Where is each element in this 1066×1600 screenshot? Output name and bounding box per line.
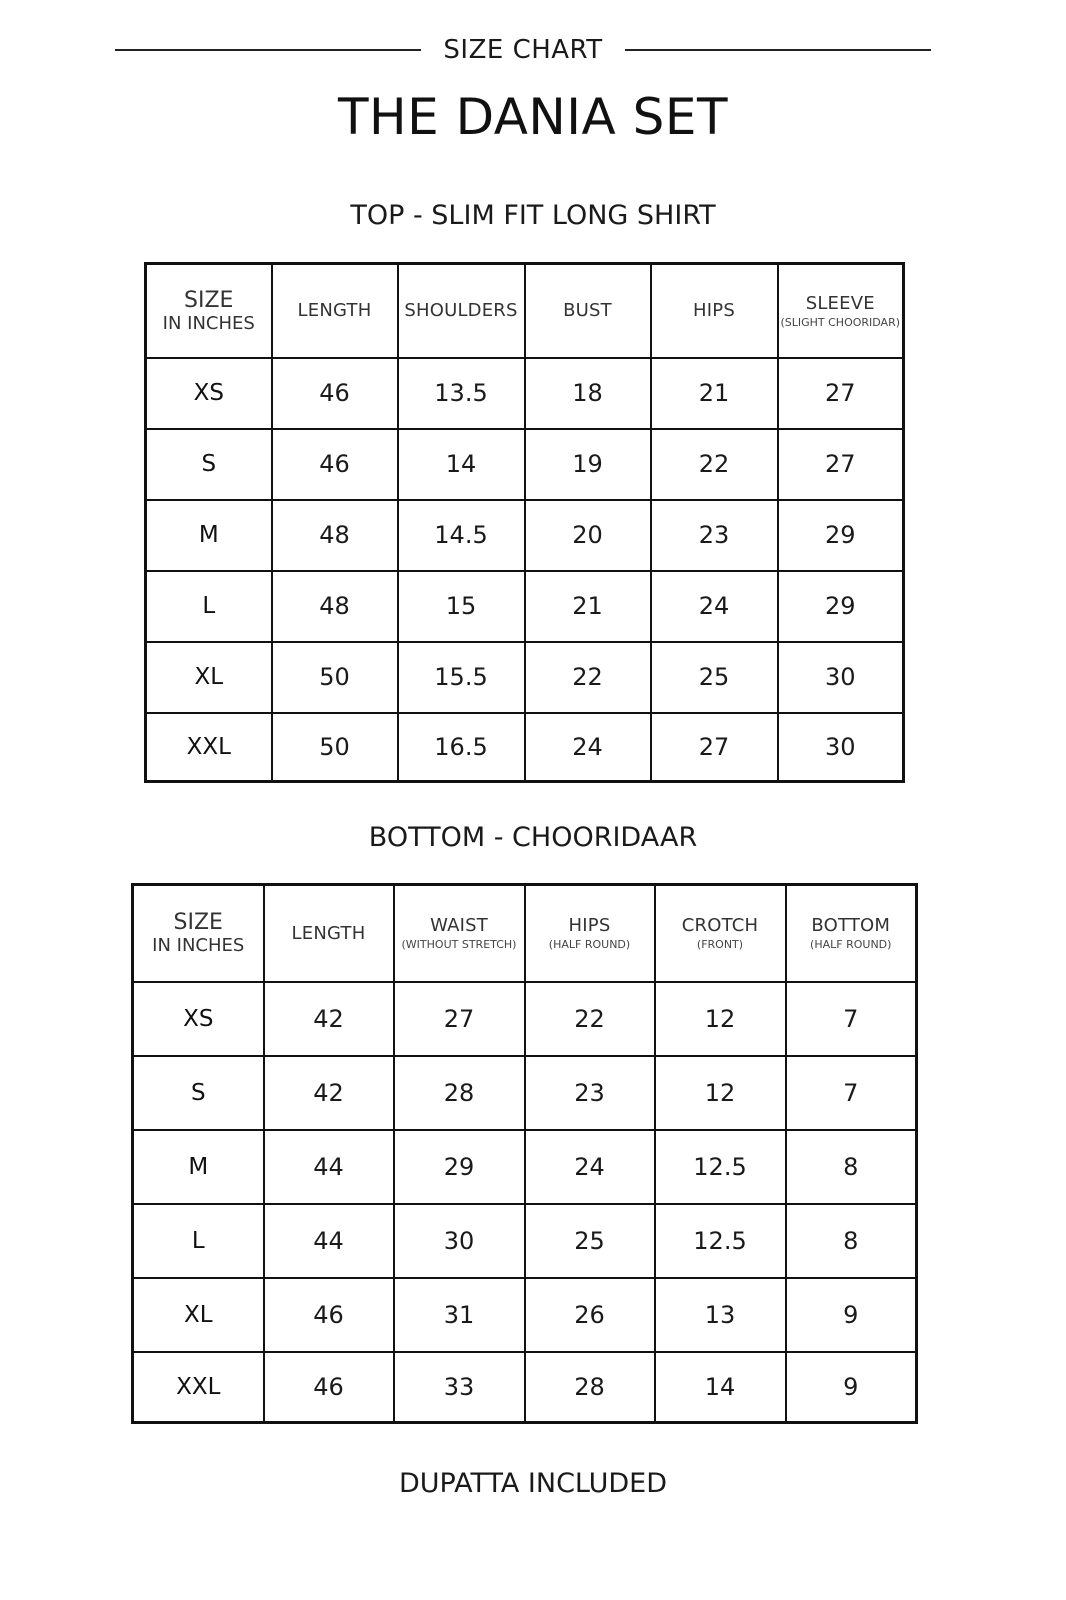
measurement-cell: 24 — [651, 571, 778, 642]
top-column-header-length — [272, 264, 398, 358]
header-rule-left — [115, 49, 421, 51]
measurement-cell: 29 — [778, 571, 904, 642]
measurement-cell: 7 — [786, 1056, 917, 1130]
measurement-cell: 14 — [398, 429, 525, 500]
top-section-title: TOP - SLIM FIT LONG SHIRT — [350, 200, 716, 231]
measurement-cell: 8 — [786, 1204, 917, 1278]
column-header-note: (HALF ROUND) — [548, 938, 631, 952]
measurement-cell: 25 — [525, 1204, 655, 1278]
table-row — [133, 982, 917, 1056]
size-cell: S — [133, 1056, 264, 1130]
measurement-cell: 46 — [264, 1278, 394, 1352]
table-row — [133, 1278, 917, 1352]
measurement-cell: 33 — [394, 1352, 525, 1423]
size-header-label: SIZE — [173, 910, 223, 936]
measurement-cell: 13.5 — [398, 358, 525, 429]
measurement-cell: 27 — [778, 429, 904, 500]
size-cell: L — [146, 571, 272, 642]
measurement-cell: 12 — [655, 1056, 786, 1130]
measurement-cell: 46 — [272, 429, 398, 500]
top-column-header-hips — [651, 264, 778, 358]
measurement-cell: 27 — [394, 982, 525, 1056]
column-header-label: WAIST — [430, 915, 488, 937]
measurement-cell: 9 — [786, 1278, 917, 1352]
column-header-note: (SLIGHT CHOORIDAR) — [780, 315, 901, 329]
size-header-unit: IN INCHES — [162, 312, 255, 334]
bottom-column-header-bottom — [786, 885, 917, 982]
measurement-cell: 19 — [525, 429, 651, 500]
bottom-section-title: BOTTOM - CHOORIDAAR — [368, 822, 698, 853]
measurement-cell: 30 — [778, 642, 904, 713]
header-row — [115, 28, 931, 72]
measurement-cell: 23 — [651, 500, 778, 571]
header-rule-right — [625, 49, 931, 51]
measurement-cell: 24 — [525, 1130, 655, 1204]
measurement-cell: 14.5 — [398, 500, 525, 571]
measurement-cell: 48 — [272, 500, 398, 571]
column-header-label: SLEEVE — [805, 292, 875, 314]
table-row — [146, 571, 904, 642]
column-header-label: SHOULDERS — [404, 300, 518, 322]
table-row — [133, 1130, 917, 1204]
bottom-column-header-length — [264, 885, 394, 982]
measurement-cell: 15 — [398, 571, 525, 642]
bottom-column-header-waist — [394, 885, 525, 982]
top-size-table — [144, 262, 905, 783]
table-row — [133, 1204, 917, 1278]
footer-note: DUPATTA INCLUDED — [398, 1468, 668, 1499]
measurement-cell: 29 — [778, 500, 904, 571]
measurement-cell: 12.5 — [655, 1130, 786, 1204]
measurement-cell: 44 — [264, 1204, 394, 1278]
column-header-note: (FRONT) — [696, 938, 744, 952]
measurement-cell: 8 — [786, 1130, 917, 1204]
size-cell: L — [133, 1204, 264, 1278]
table-row — [146, 500, 904, 571]
measurement-cell: 42 — [264, 982, 394, 1056]
column-header-label: CROTCH — [681, 915, 759, 937]
measurement-cell: 21 — [525, 571, 651, 642]
column-header-note: (HALF ROUND) — [810, 938, 892, 952]
measurement-cell: 27 — [778, 358, 904, 429]
measurement-cell: 20 — [525, 500, 651, 571]
measurement-cell: 29 — [394, 1130, 525, 1204]
measurement-cell: 27 — [651, 713, 778, 782]
measurement-cell: 21 — [651, 358, 778, 429]
size-header-label: SIZE — [184, 287, 234, 313]
measurement-cell: 9 — [786, 1352, 917, 1423]
size-cell: XXL — [133, 1352, 264, 1423]
top-column-header-sleeve — [778, 264, 904, 358]
measurement-cell: 46 — [272, 358, 398, 429]
measurement-cell: 46 — [264, 1352, 394, 1423]
measurement-cell: 26 — [525, 1278, 655, 1352]
table-row — [146, 358, 904, 429]
column-header-label: HIPS — [568, 915, 611, 937]
column-header-label: BUST — [563, 300, 612, 322]
measurement-cell: 30 — [778, 713, 904, 782]
size-cell: M — [133, 1130, 264, 1204]
measurement-cell: 28 — [394, 1056, 525, 1130]
size-header-unit: IN INCHES — [152, 935, 245, 957]
size-cell: XXL — [146, 713, 272, 782]
measurement-cell: 30 — [394, 1204, 525, 1278]
bottom-column-header-crotch — [655, 885, 786, 982]
bottom-size-header — [133, 885, 264, 982]
measurement-cell: 28 — [525, 1352, 655, 1423]
column-header-label: HIPS — [693, 300, 735, 322]
size-chart-label: SIZE CHART — [443, 35, 603, 65]
top-column-header-bust — [525, 264, 651, 358]
page-title: THE DANIA SET — [337, 88, 729, 146]
table-row — [133, 1056, 917, 1130]
measurement-cell: 16.5 — [398, 713, 525, 782]
table-row — [146, 713, 904, 782]
measurement-cell: 22 — [525, 642, 651, 713]
top-column-header-shoulders — [398, 264, 525, 358]
column-header-note: (WITHOUT STRETCH) — [401, 938, 517, 952]
table-row — [133, 1352, 917, 1423]
measurement-cell: 22 — [525, 982, 655, 1056]
bottom-size-table — [131, 883, 918, 1424]
table-row — [146, 429, 904, 500]
measurement-cell: 12.5 — [655, 1204, 786, 1278]
size-cell: XS — [133, 982, 264, 1056]
bottom-column-header-hips — [525, 885, 655, 982]
measurement-cell: 44 — [264, 1130, 394, 1204]
column-header-label: LENGTH — [297, 300, 372, 322]
measurement-cell: 7 — [786, 982, 917, 1056]
measurement-cell: 31 — [394, 1278, 525, 1352]
measurement-cell: 48 — [272, 571, 398, 642]
measurement-cell: 12 — [655, 982, 786, 1056]
measurement-cell: 14 — [655, 1352, 786, 1423]
top-size-header — [146, 264, 272, 358]
measurement-cell: 23 — [525, 1056, 655, 1130]
measurement-cell: 42 — [264, 1056, 394, 1130]
measurement-cell: 24 — [525, 713, 651, 782]
measurement-cell: 25 — [651, 642, 778, 713]
measurement-cell: 50 — [272, 713, 398, 782]
measurement-cell: 18 — [525, 358, 651, 429]
column-header-label: BOTTOM — [811, 915, 891, 937]
size-cell: XL — [133, 1278, 264, 1352]
measurement-cell: 50 — [272, 642, 398, 713]
bottom-header-row — [133, 885, 917, 982]
size-cell: S — [146, 429, 272, 500]
column-header-label: LENGTH — [291, 922, 366, 944]
size-cell: M — [146, 500, 272, 571]
measurement-cell: 15.5 — [398, 642, 525, 713]
size-cell: XS — [146, 358, 272, 429]
table-row — [146, 642, 904, 713]
measurement-cell: 13 — [655, 1278, 786, 1352]
size-cell: XL — [146, 642, 272, 713]
measurement-cell: 22 — [651, 429, 778, 500]
top-header-row — [146, 264, 904, 358]
